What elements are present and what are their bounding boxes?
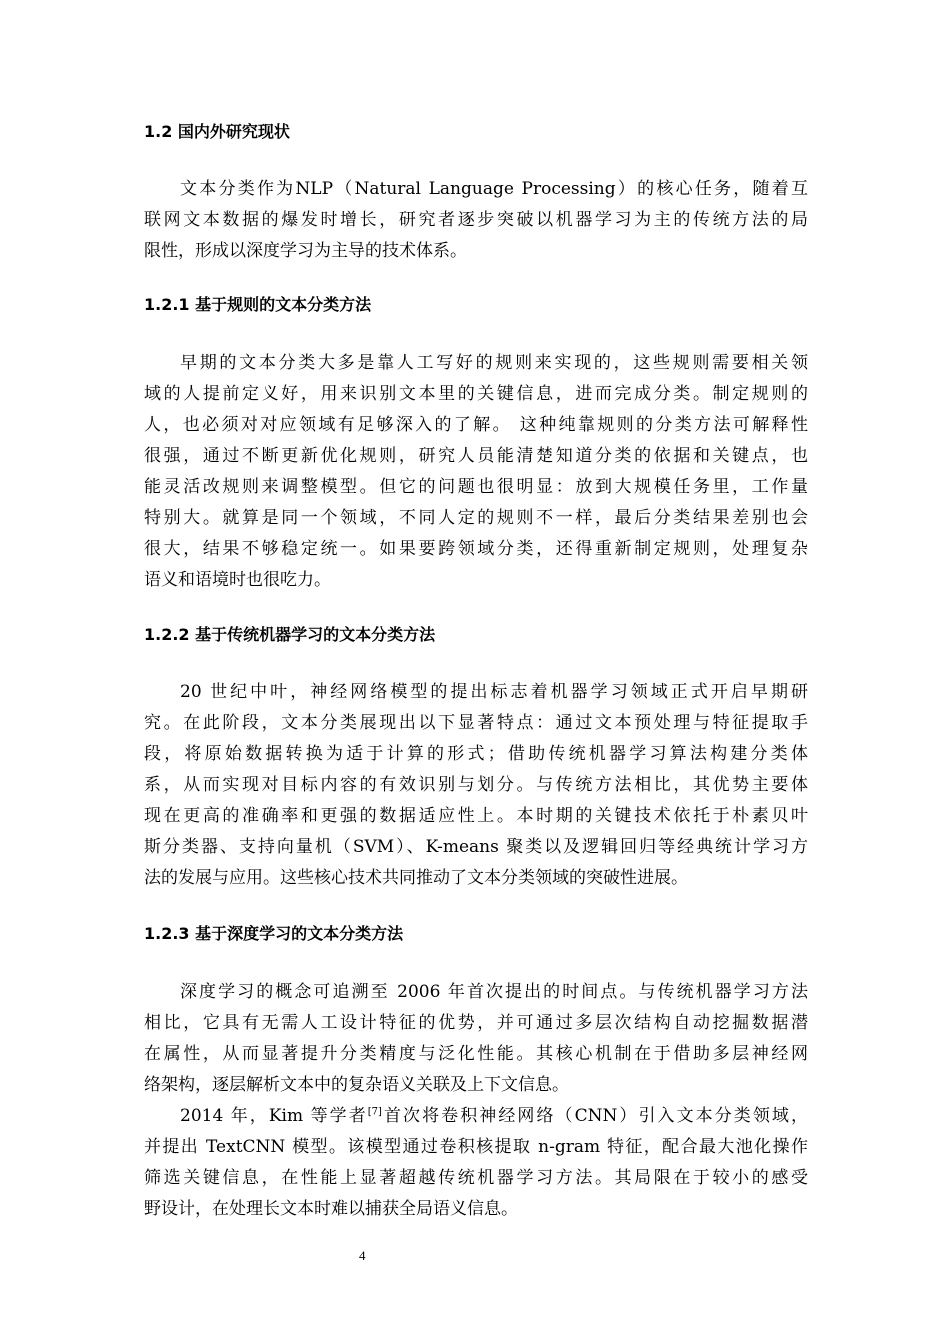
text-line: 能灵活改规则来调整模型。但它的问题也很明显：放到大规模任务里，工作量 <box>144 477 808 497</box>
text-line: 特别大。就算是同一个领域，不同人定的规则不一样，最后分类结果差别也会 <box>144 508 808 528</box>
text-line: 很强，通过不断更新优化规则，研究人员能清楚知道分类的依据和关键点，也 <box>144 446 808 466</box>
text-line: 人，也必须对对应领域有足够深入的了解。 这种纯靠规则的分类方法可解释性 <box>144 415 808 435</box>
text-line: 现在更高的准确率和更强的数据适应性上。本时期的关键技术依托于朴素贝叶 <box>144 806 808 826</box>
text-line: 20 世纪中叶，神经网络模型的提出标志着机器学习领域正式开启早期研 <box>180 682 808 702</box>
text-line: 早期的文本分类大多是靠人工写好的规则来实现的，这些规则需要相关领 <box>180 353 808 373</box>
text-line: 野设计，在处理长文本时难以捕获全局语义信息。 <box>144 1199 518 1219</box>
text-line: 在属性，从而显著提升分类精度与泛化性能。其核心机制在于借助多层神经网 <box>144 1044 808 1064</box>
text-line: 法的发展与应用。这些核心技术共同推动了文本分类领域的突破性进展。 <box>144 868 688 888</box>
text-line: 络架构，逐层解析文本中的复杂语义关联及上下文信息。 <box>144 1075 569 1095</box>
page-number: 4 <box>359 1248 366 1263</box>
paragraph-1-2-intro <box>144 174 808 267</box>
section-heading-1-2-1: 1.2.1 基于规则的文本分类方法 <box>144 295 372 314</box>
text-fragment: 2014 年，Kim 等学者 <box>180 1106 368 1126</box>
paragraph-1-2-2 <box>144 677 808 894</box>
text-line: 并提出 TextCNN 模型。该模型通过卷积核提取 n-gram 特征，配合最大池化操作 <box>144 1137 808 1157</box>
text-line <box>144 1101 808 1132</box>
text-line: 语义和语境时也很吃力。 <box>144 570 331 590</box>
text-line: 段，将原始数据转换为适于计算的形式；借助传统机器学习算法构建分类体 <box>144 744 808 764</box>
paragraph-1-2-3-b <box>144 1101 808 1225</box>
text-line: 文本分类作为NLP（Natural Language Processing）的核心任务，随着互 <box>180 179 808 199</box>
text-line: 斯分类器、支持向量机（SVM）、K-means 聚类以及逻辑回归等经典统计学习方 <box>144 837 808 857</box>
text-line: 很大，结果不够稳定统一。如果要跨领域分类，还得重新制定规则，处理复杂 <box>144 539 808 559</box>
section-heading-1-2: 1.2 国内外研究现状 <box>144 122 290 141</box>
citation-reference: [7] <box>367 1106 382 1118</box>
section-heading-1-2-2: 1.2.2 基于传统机器学习的文本分类方法 <box>144 625 436 644</box>
text-fragment: 首次将卷积神经网络（CNN）引入文本分类领域， <box>381 1106 808 1126</box>
text-line: 究。在此阶段，文本分类展现出以下显著特点：通过文本预处理与特征提取手 <box>144 713 808 733</box>
text-line: 筛选关键信息，在性能上显著超越传统机器学习方法。其局限在于较小的感受 <box>144 1168 808 1188</box>
text-line: 深度学习的概念可追溯至 2006 年首次提出的时间点。与传统机器学习方法 <box>180 982 808 1002</box>
text-line: 联网文本数据的爆发时增长，研究者逐步突破以机器学习为主的传统方法的局 <box>144 210 808 230</box>
text-line: 系，从而实现对目标内容的有效识别与划分。与传统方法相比，其优势主要体 <box>144 775 808 795</box>
section-heading-1-2-3: 1.2.3 基于深度学习的文本分类方法 <box>144 924 404 943</box>
text-line: 限性，形成以深度学习为主导的技术体系。 <box>144 241 467 261</box>
paragraph-1-2-1 <box>144 348 808 596</box>
text-line: 域的人提前定义好，用来识别文本里的关键信息，进而完成分类。制定规则的 <box>144 384 808 404</box>
text-line: 相比，它具有无需人工设计特征的优势，并可通过多层次结构自动挖掘数据潜 <box>144 1013 808 1033</box>
paragraph-1-2-3-a <box>144 977 808 1101</box>
